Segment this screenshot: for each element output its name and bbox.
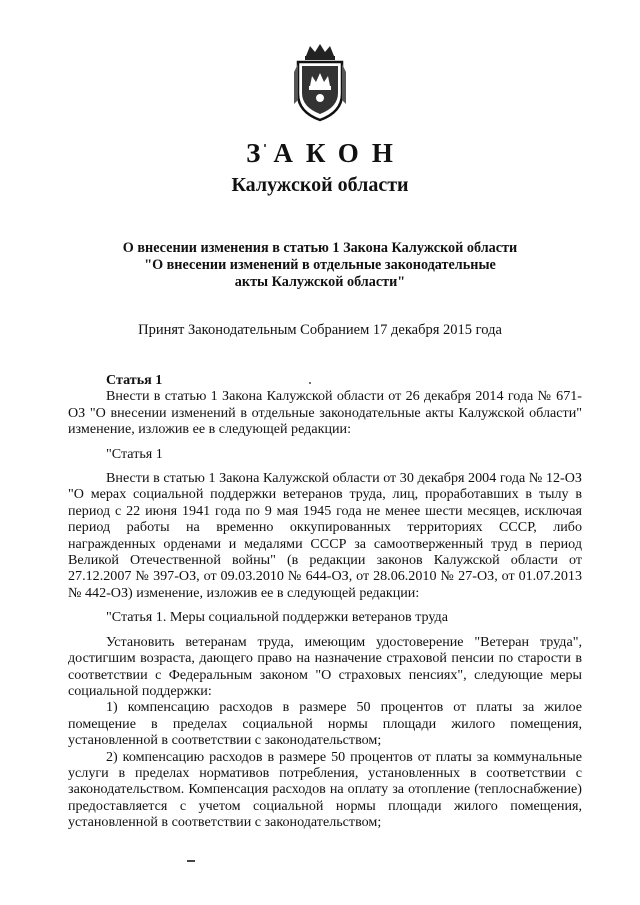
article-body — [68, 372, 582, 831]
adoption-line: Принят Законодательным Собранием 17 декабря 2015 года — [138, 322, 502, 338]
law-title-line: акты Калужской области" — [234, 274, 406, 290]
coat-of-arms-icon — [290, 42, 350, 124]
list-item: 2) компенсацию расходов в размере 50 процентов от платы за коммунальные услуги в пределах нормативов потребления, установленных в соответствии с законодательством. Компенсация расходов на оплату за отопление (теплоснабжение) предоставляется с учетом социальной нормы площади жилого помещения, установленной в соответствии с законодательством; — [68, 748, 582, 831]
quoted-article-heading: "Статья 1 — [106, 445, 163, 462]
scan-dash — [187, 860, 195, 862]
law-title-line: "О внесении изменений в отдельные законодательные — [144, 257, 496, 273]
law-region: Калужской области — [231, 174, 409, 196]
list-item: 1) компенсацию расходов в размере 50 процентов от платы за жилое помещение в пределах социальной нормы площади жилого помещения, установленной в соответствии с законодательством; — [68, 699, 582, 749]
quoted-article-body: Внести в статью 1 Закона Калужской области от 30 декабря 2004 года № 12-ОЗ "О мерах социальной поддержки ветеранов труда, лиц, проработавших в тылу в период с 22 июня 1941 года по 9 мая 1945 года не менее шести месяцев, исключая период работы на временно оккупированных территориях СССР, либо награжденных орденами и медалями СССР за самоотверженный труд в период Великой Отечественной войны" (в редакции законов Калужской области от 27.12.2007 № 397-ОЗ, от 09.03.2010 № 644-ОЗ, от 28.06.2010 № 27-ОЗ, от 01.07.2013 № 442-ОЗ) изменение, изложив ее в следующей редакции: — [68, 470, 582, 601]
law-title-line: О внесении изменения в статью 1 Закона Калужской области — [122, 240, 518, 256]
law-word: ЗАКОН — [246, 138, 406, 168]
inner-article-heading: "Статья 1. Меры социальной поддержки ветеранов труда — [106, 609, 448, 626]
law-title — [120, 240, 520, 291]
article-heading: Статья 1 — [106, 372, 163, 388]
inner-article-body: Установить ветеранам труда, имеющим удостоверение "Ветеран труда", достигшим возраста, дающего право на назначение страховой пенсии по старости в соответствии с Федеральным законом "О страховых пенсиях", следующие меры социальной поддержки: — [68, 633, 582, 699]
article-intro: Внести в статью 1 Закона Калужской области от 26 декабря 2014 года № 671-ОЗ "О внесении изменений в отдельные законодательные акты Калужской области" изменение, изложив ее в следующей редакции: — [68, 388, 582, 438]
